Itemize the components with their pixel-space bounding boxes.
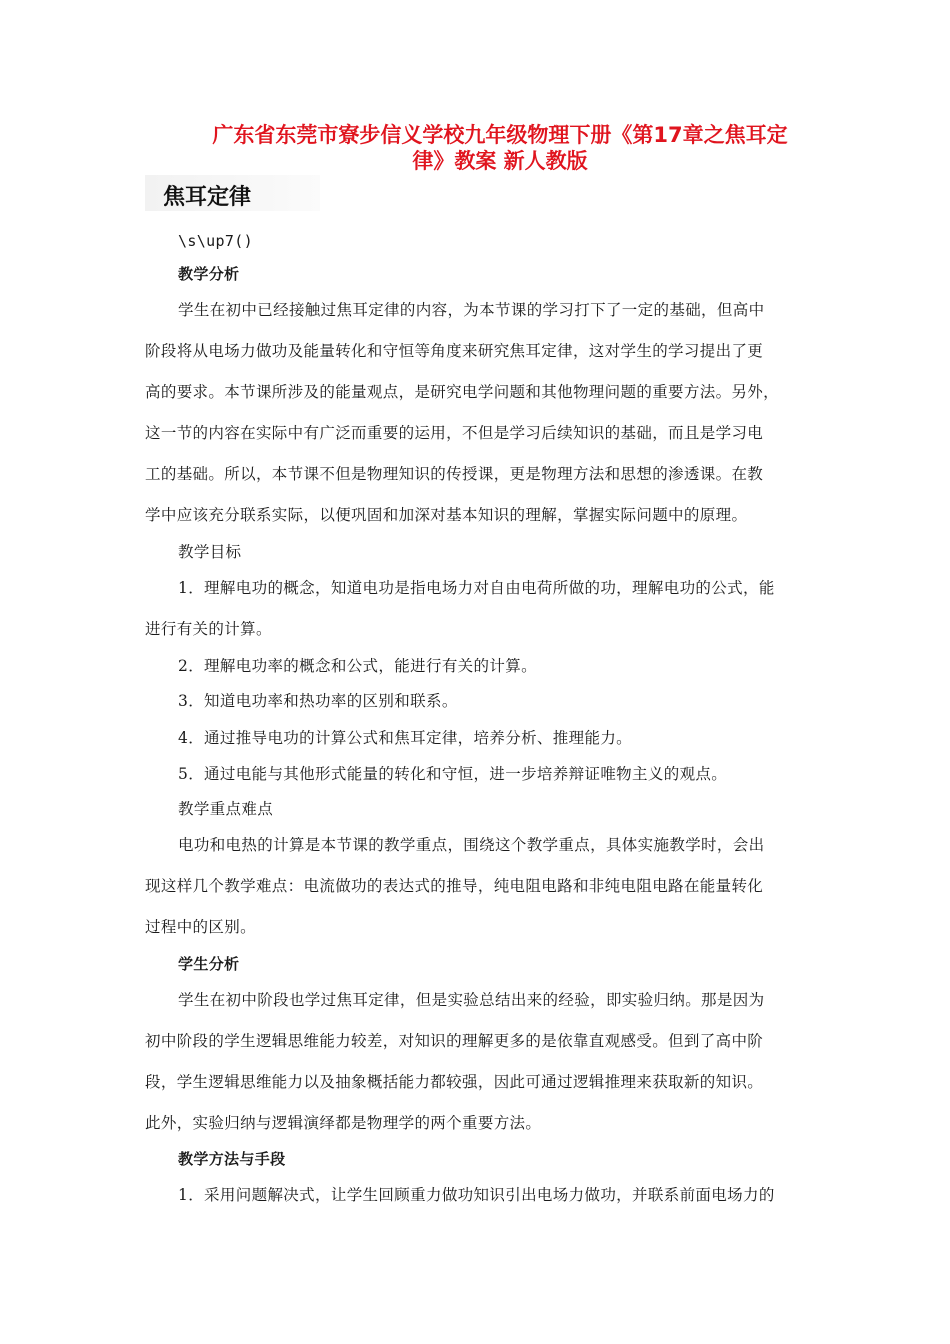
section-heading: 教学分析 [178,265,240,283]
list-item: 1．采用问题解决式，让学生回顾重力做功知识引出电场力做功，并联系前面电场力的 [178,1186,775,1204]
field-code: \s\up7() [178,232,254,250]
paragraph-line: 学中应该充分联系实际，以便巩固和加深对基本知识的理解，掌握实际问题中的原理。 [145,506,748,524]
list-item-continuation: 进行有关的计算。 [145,620,272,638]
document-title [150,122,850,174]
paragraph-line: 段，学生逻辑思维能力以及抽象概括能力都较强，因此可通过逻辑推理来获取新的知识。 [145,1073,764,1091]
title-line-2: 律》教案 新人教版 [412,149,588,173]
list-item: 5．通过电能与其他形式能量的转化和守恒，进一步培养辩证唯物主义的观点。 [178,765,728,783]
section-heading: 学生分析 [178,955,240,973]
banner-heading: 焦耳定律 [163,185,252,210]
section-heading: 教学重点难点 [178,800,274,818]
paragraph-line: 高的要求。本节课所涉及的能量观点，是研究电学问题和其他物理问题的重要方法。另外， [145,383,780,401]
paragraph-line: 现这样几个教学难点：电流做功的表达式的推导，纯电阻电路和非纯电阻电路在能量转化 [145,877,764,895]
paragraph-line: 过程中的区别。 [145,918,256,936]
list-item: 1．理解电功的概念，知道电功是指电场力对自由电荷所做的功，理解电功的公式，能 [178,579,775,597]
section-heading: 教学方法与手段 [178,1150,286,1168]
list-item: 4．通过推导电功的计算公式和焦耳定律，培养分析、推理能力。 [178,729,633,747]
paragraph-line: 阶段将从电场力做功及能量转化和守恒等角度来研究焦耳定律，这对学生的学习提出了更 [145,342,764,360]
paragraph-line: 学生在初中阶段也学过焦耳定律，但是实验总结出来的经验，即实验归纳。那是因为 [178,991,765,1009]
paragraph-line: 工的基础。所以，本节课不但是物理知识的传授课，更是物理方法和思想的渗透课。在教 [145,465,764,483]
paragraph-line: 初中阶段的学生逻辑思维能力较差，对知识的理解更多的是依靠直观感受。但到了高中阶 [145,1032,764,1050]
paragraph-line: 此外，实验归纳与逻辑演绎都是物理学的两个重要方法。 [145,1114,542,1132]
list-item: 3．知道电功率和热功率的区别和联系。 [178,692,458,710]
section-heading: 教学目标 [178,543,242,561]
section-banner [145,175,320,211]
title-line-1: 广东省东莞市寮步信义学校九年级物理下册《第17章之焦耳定 [212,123,788,147]
paragraph-line: 电功和电热的计算是本节课的教学重点，围绕这个教学重点，具体实施教学时，会出 [178,836,765,854]
list-item: 2．理解电功率的概念和公式，能进行有关的计算。 [178,657,537,675]
paragraph-line: 这一节的内容在实际中有广泛而重要的运用，不但是学习后续知识的基础，而且是学习电 [145,424,764,442]
paragraph-line: 学生在初中已经接触过焦耳定律的内容，为本节课的学习打下了一定的基础，但高中 [178,301,765,319]
